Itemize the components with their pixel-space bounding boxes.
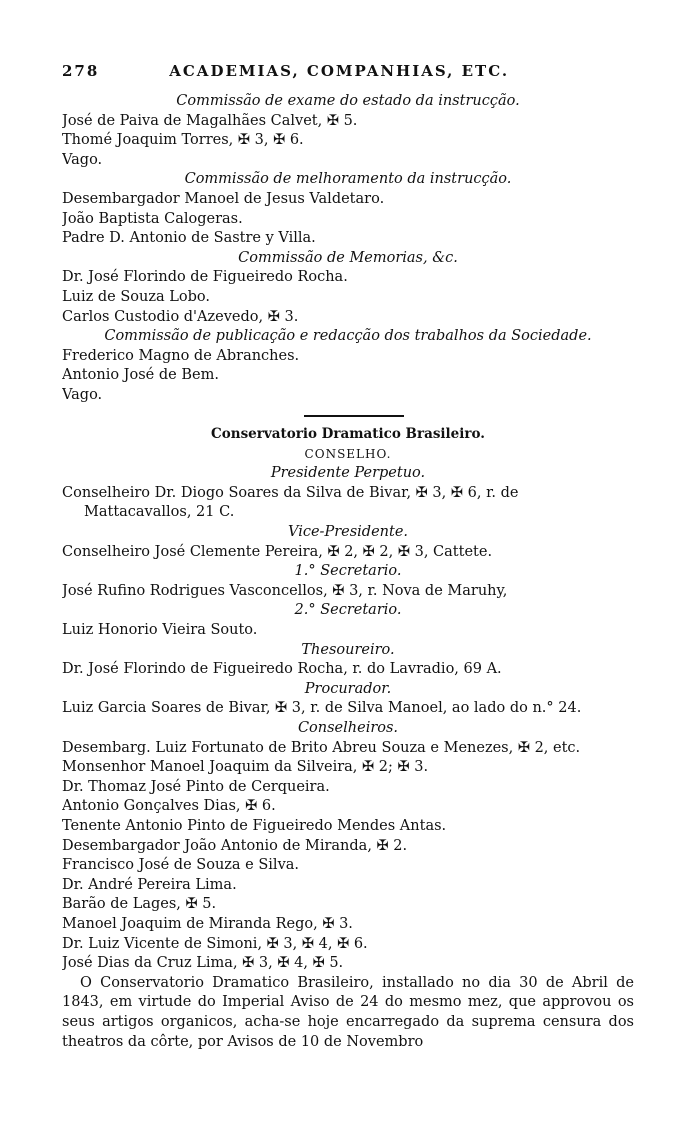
text-line: José Rufino Rodrigues Vasconcellos, ✠ 3, r. Nova de Maruhy, (62, 582, 508, 599)
text-line: Barão de Lages, ✠ 5. (62, 896, 217, 913)
section-heading: Commissão de Memorias, &c. (238, 249, 458, 266)
text-line: Desembargador João Antonio de Miranda, ✠ 2. (62, 837, 408, 854)
text-line: Luiz Garcia Soares de Bivar, ✠ 3, r. de Silva Manoel, ao lado do n.° 24. (62, 700, 582, 717)
text-line: Padre D. Antonio de Sastre y Villa. (62, 230, 316, 247)
text-line: Frederico Magno de Abranches. (62, 347, 300, 364)
section-heading: Procurador. (304, 680, 392, 697)
closing-paragraph (62, 974, 634, 1052)
section-heading: Vice-Presidente. (287, 524, 409, 541)
text-line: José Dias da Cruz Lima, ✠ 3, ✠ 4, ✠ 5. (62, 955, 344, 972)
text-line: Mattacavallos, 21 C. (84, 504, 235, 521)
text-line: Luiz Honorio Vieira Souto. (62, 622, 258, 639)
section-heading: 1.° Secretario. (294, 563, 402, 580)
text-line: Desembarg. Luiz Fortunato de Brito Abreu Souza e Menezes, ✠ 2, etc. (62, 739, 581, 756)
text-line: Conselheiro Dr. Diogo Soares da Silva de Bivar, ✠ 3, ✠ 6, r. de (62, 484, 519, 501)
text-line: Dr. André Pereira Lima. (62, 876, 237, 893)
section-heading: Thesoureiro. (301, 641, 395, 658)
text-line: Francisco José de Souza e Silva. (62, 857, 300, 874)
section-heading: CONSELHO. (304, 446, 392, 461)
section-heading: Commissão de melhoramento da instrucção. (184, 171, 512, 188)
text-line: João Baptista Calogeras. (62, 210, 243, 227)
section-heading: Commissão de publicação e redacção dos trabalhos da Sociedade. (104, 328, 592, 345)
page-number: 278 (62, 62, 100, 80)
section-heading: Conservatorio Dramatico Brasileiro. (211, 426, 485, 443)
text-line: Dr. José Florindo de Figueiredo Rocha, r. do Lavradio, 69 A. (62, 661, 502, 678)
divider-rule (304, 415, 404, 417)
text-line: Monsenhor Manoel Joaquim da Silveira, ✠ 2; ✠ 3. (62, 759, 429, 776)
page-header (62, 62, 634, 80)
text-line: Dr. Thomaz José Pinto de Cerqueira. (62, 778, 330, 795)
section-divider (62, 406, 634, 426)
text-line: Conselheiro José Clemente Pereira, ✠ 2, ✠ 2, ✠ 3, Cattete. (62, 543, 493, 560)
text-line: Tenente Antonio Pinto de Figueiredo Mendes Antas. (62, 817, 447, 834)
text-line: José de Paiva de Magalhães Calvet, ✠ 5. (62, 112, 358, 129)
text-line: Luiz de Souza Lobo. (62, 288, 210, 305)
section-heading: 2.° Secretario. (294, 602, 402, 619)
text-line: Carlos Custodio d'Azevedo, ✠ 3. (62, 308, 299, 325)
text-line: Vago. (62, 151, 103, 168)
paragraph-text: O Conservatorio Dramatico Brasileiro, installado no dia 30 de Abril de 1843, em virtude do Imperial Aviso de 24 do mesmo mez, que approvou os seus artigos organicos, acha-se hoje encarregado da suprema censura dos theatros da côrte, por Avisos de 10 de Novembro (62, 974, 634, 1050)
text-line: Vago. (62, 386, 103, 403)
text-line: Thomé Joaquim Torres, ✠ 3, ✠ 6. (62, 132, 304, 149)
section-heading: Conselheiros. (297, 720, 399, 736)
section-heading: Presidente Perpetuo. (270, 465, 426, 482)
text-line: Antonio Gonçalves Dias, ✠ 6. (62, 798, 276, 815)
page-body (62, 92, 634, 1052)
text-line: Dr. José Florindo de Figueiredo Rocha. (62, 269, 348, 286)
running-title: ACADEMIAS, COMPANHIAS, ETC. (169, 62, 510, 80)
section-heading: Commissão de exame do estado da instrucção. (176, 93, 520, 109)
text-line: Desembargador Manoel de Jesus Valdetaro. (62, 190, 385, 207)
text-line: Antonio José de Bem. (62, 367, 219, 384)
text-line: Manoel Joaquim de Miranda Rego, ✠ 3. (62, 915, 353, 932)
text-line: Dr. Luiz Vicente de Simoni, ✠ 3, ✠ 4, ✠ 6. (62, 935, 368, 952)
